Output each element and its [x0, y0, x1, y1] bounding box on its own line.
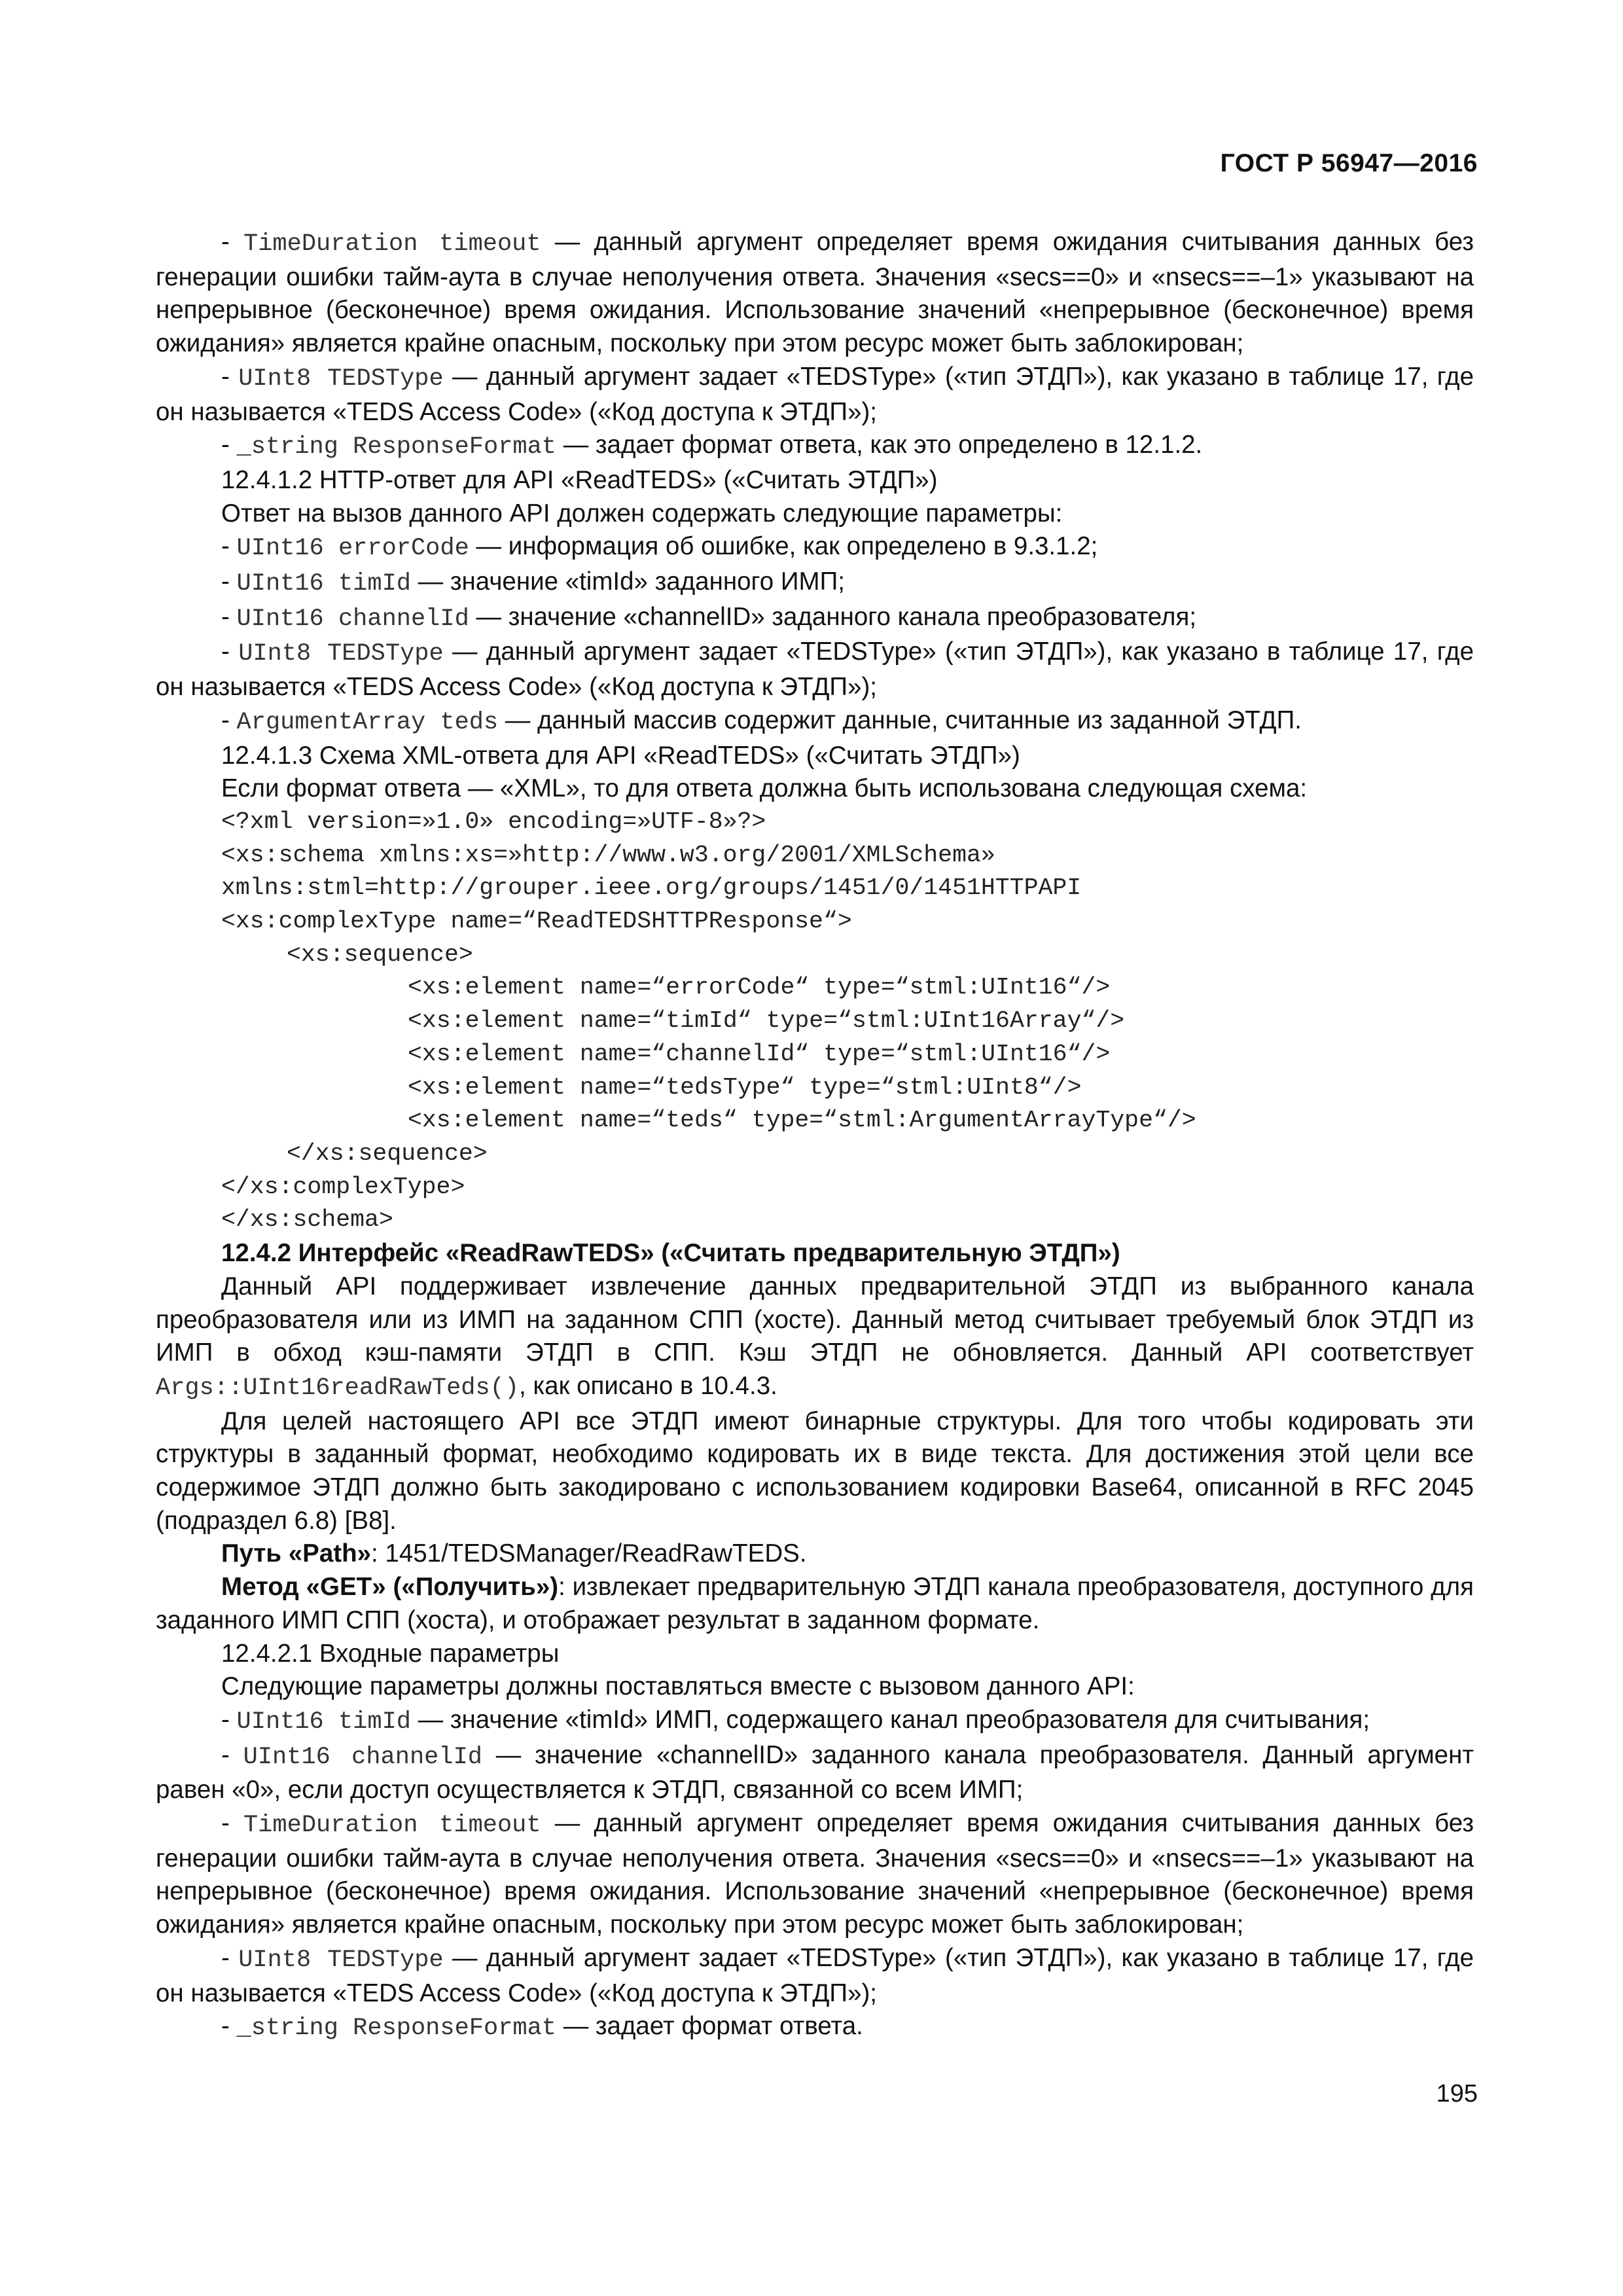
param-item: - UInt16 errorCode — информация об ошибке, как определено в 9.3.1.2;	[221, 532, 1098, 563]
subsection-heading: 12.4.1.2 HTTP-ответ для API «ReadTEDS» («Считать ЭТДП»)	[221, 465, 938, 494]
param-item: - UInt8 TEDSType — данный аргумент задает «TEDSType» («тип ЭТДП»), как указано в таблице 17, где он называется «TEDS Access Code» («Код доступа к ЭТДП»);	[156, 637, 1474, 702]
code-line: <xs:element name=“tedsType“ type=“stml:UInt8“/>	[408, 1073, 1082, 1101]
xml-schema-block	[156, 806, 1474, 1237]
paragraph: Если формат ответа — «XML», то для ответа должна быть использована следующая схема:	[221, 774, 1308, 803]
paragraph: Для целей настоящего API все ЭТДП имеют бинарные структуры. Для того чтобы кодировать эти структуры в заданный формат, необходимо кодировать их в виде текста. Для достижения этой цели все содержимое ЭТДП должно быть закодировано с использованием кодировки Base64, описанной в RFC 2045 (подраздел 6.8) [B8].	[156, 1407, 1474, 1535]
param-item: - TimeDuration timeout — данный аргумент определяет время ожидания считывания данных без генерации ошибки тайм-аута в случае неполучения ответа. Значения «secs==0» и «nsecs==–1» указывают на непрерывное (бесконечное) время ожидания. Использование значений «непрерывное (бесконечное) время ожидания» является крайне опасным, поскольку при этом ресурс может быть заблокирован;	[156, 1809, 1474, 1939]
code-line: <?xml version=»1.0» encoding=»UTF-8»?>	[221, 808, 766, 835]
subsection-heading: 12.4.2.1 Входные параметры	[221, 1639, 560, 1668]
section-heading: 12.4.2 Интерфейс «ReadRawTEDS» («Считать предварительную ЭТДП»)	[221, 1239, 1120, 1268]
document-body	[156, 226, 1474, 2045]
paragraph: Ответ на вызов данного API должен содержать следующие параметры:	[221, 499, 1063, 528]
code-line: </xs:schema>	[221, 1206, 393, 1234]
param-item: - UInt16 timId — значение «timId» ИМП, содержащего канал преобразователя для считывания;	[221, 1705, 1370, 1736]
param-code: UInt16 errorCode	[236, 535, 469, 563]
path-label: Путь «Path»	[221, 1539, 372, 1568]
code-line: <xs:element name=“channelId“ type=“stml:UInt16“/>	[408, 1040, 1111, 1067]
param-code: _string ResponseFormat	[236, 433, 557, 461]
param-code: TimeDuration timeout	[243, 230, 541, 258]
param-code: UInt16 timId	[236, 570, 411, 598]
param-item: - UInt16 channelId — значение «channelID» заданного канала преобразователя;	[221, 602, 1197, 633]
param-code: ArgumentArray teds	[236, 708, 499, 736]
path-line: Путь «Path»: 1451/TEDSManager/ReadRawTEDS.	[221, 1539, 807, 1568]
param-code: UInt8 TEDSType	[238, 365, 444, 393]
code-line: xmlns:stml=http://grouper.ieee.org/groups/1451/0/1451HTTPAPI	[221, 874, 1082, 902]
code-line: <xs:element name=“timId“ type=“stml:UInt16Array“/>	[408, 1007, 1125, 1035]
param-code: TimeDuration timeout	[243, 1812, 541, 1840]
param-code: UInt8 TEDSType	[238, 1946, 444, 1974]
method-label: Метод «GET» («Получить»)	[221, 1573, 559, 1602]
param-item: - _string ResponseFormat — задает формат ответа.	[221, 2012, 863, 2043]
method-line: Метод «GET» («Получить»): извлекает предварительную ЭТДП канала преобразователя, доступного для заданного ИМП СПП (хоста), и отображает результат в заданном формате.	[156, 1573, 1474, 1634]
param-item: - UInt8 TEDSType — данный аргумент задает «TEDSType» («тип ЭТДП»), как указано в таблице 17, где он называется «TEDS Access Code» («Код доступа к ЭТДП»);	[156, 362, 1474, 426]
param-code: UInt16 timId	[236, 1708, 411, 1736]
param-item: - TimeDuration timeout — данный аргумент определяет время ожидания считывания данных без генерации ошибки тайм-аута в случае неполучения ответа. Значения «secs==0» и «nsecs==–1» указывают на непрерывное (бесконечное) время ожидания. Использование значений «непрерывное (бесконечное) время ожидания» является крайне опасным, поскольку при этом ресурс может быть заблокирован;	[156, 228, 1474, 358]
param-item: - UInt16 timId — значение «timId» заданного ИМП;	[221, 567, 845, 598]
code-line: <xs:complexType name=“ReadTEDSHTTPResponse“>	[221, 908, 852, 935]
code-line: </xs:sequence>	[287, 1139, 488, 1167]
paragraph: Данный API поддерживает извлечение данных предварительной ЭТДП из выбранного канала преобразователя или из ИМП на заданном СПП (хосте). Данный метод считывает требуемый блок ЭТДП из ИМП в обход кэш-памяти ЭТДП в СПП. Кэш ЭТДП не обновляется. Данный API соответствует Args::UInt16readRawTeds(), как описано в 10.4.3.	[156, 1272, 1474, 1402]
code-line: <xs:element name=“teds“ type=“stml:ArgumentArrayType“/>	[408, 1107, 1196, 1134]
inline-code: Args::UInt16readRawTeds()	[156, 1374, 520, 1402]
code-line: <xs:element name=“errorCode“ type=“stml:UInt16“/>	[408, 974, 1111, 1001]
code-line: <xs:sequence>	[287, 941, 473, 968]
param-item: - UInt8 TEDSType — данный аргумент задает «TEDSType» («тип ЭТДП»), как указано в таблице 17, где он называется «TEDS Access Code» («Код доступа к ЭТДП»);	[156, 1943, 1474, 2007]
param-code: UInt16 channelId	[243, 1743, 482, 1771]
param-code: UInt8 TEDSType	[238, 640, 444, 668]
page-number: 195	[1436, 2080, 1478, 2108]
param-code: UInt16 channelId	[236, 605, 469, 633]
code-line: </xs:complexType>	[221, 1173, 465, 1200]
code-line: <xs:schema xmlns:xs=»http://www.w3.org/2001/XMLSchema»	[221, 841, 995, 869]
param-item: - _string ResponseFormat — задает формат ответа, как это определено в 12.1.2.	[221, 431, 1203, 461]
subsection-heading: 12.4.1.3 Схема XML-ответа для API «ReadTEDS» («Считать ЭТДП»)	[221, 741, 1020, 770]
param-item: - ArgumentArray teds — данный массив содержит данные, считанные из заданной ЭТДП.	[221, 706, 1302, 736]
paragraph: Следующие параметры должны поставляться вместе с вызовом данного API:	[221, 1672, 1135, 1701]
document-header: ГОСТ Р 56947—2016	[1220, 149, 1478, 177]
param-code: _string ResponseFormat	[236, 2015, 557, 2043]
param-item: - UInt16 channelId — значение «channelID» заданного канала преобразователя. Данный аргумент равен «0», если доступ осуществляется к ЭТДП, связанной со всем ИМП;	[156, 1740, 1474, 1804]
